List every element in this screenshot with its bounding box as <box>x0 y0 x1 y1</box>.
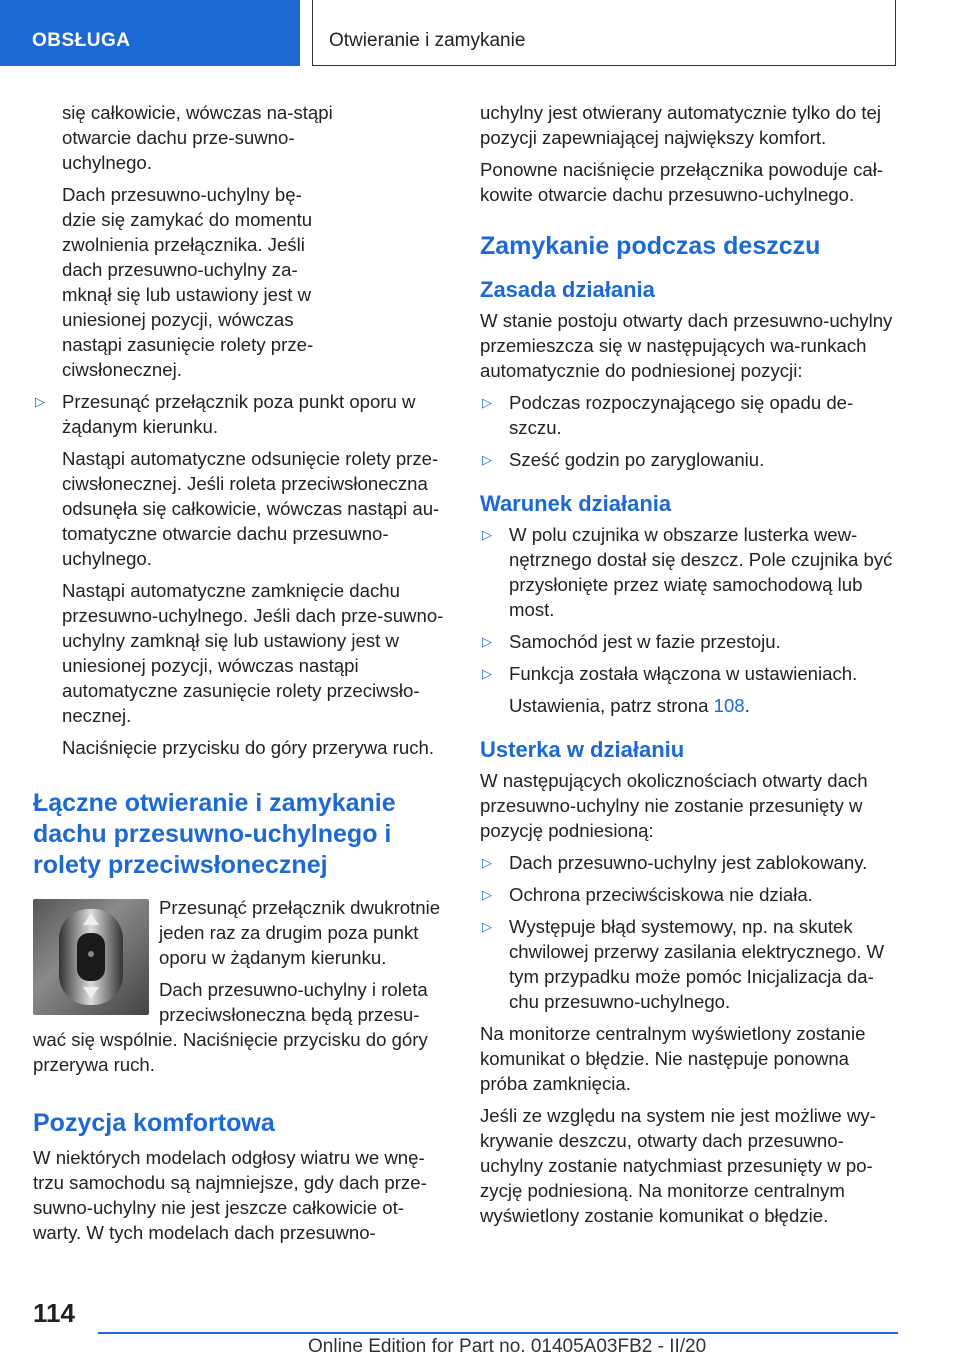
list-item <box>480 629 900 654</box>
list-item <box>480 914 900 1014</box>
paragraph: W niektórych modelach odgłosy wiatru we wnę-trzu samochodu są najmniejsze, gdy dach prze-suwno-uchylny nie jest jeszcze całkowicie ot-warty. W tych modelach dach przesuwno- <box>33 1147 427 1243</box>
bullet-triangle-icon: ▷ <box>482 855 492 870</box>
list-item-text: Funkcja została włączona w ustawieniach. <box>509 663 858 684</box>
paragraph: Naciśnięcie przycisku do góry przerywa ruch. <box>62 737 435 758</box>
bullet-triangle-icon: ▷ <box>482 452 492 467</box>
page-link[interactable]: 108 <box>713 695 745 716</box>
page-header <box>0 0 960 66</box>
switch-dot <box>88 951 94 957</box>
left-column <box>33 100 451 1252</box>
list-item <box>480 522 900 622</box>
footer-divider <box>98 1332 898 1334</box>
paragraph: Przesunąć przełącznik dwukrotnie jeden raz za drugim poza punkt oporu w żądanym kierunku. <box>159 897 441 968</box>
bullet-triangle-icon: ▷ <box>482 666 492 681</box>
bullet-triangle-icon: ▷ <box>482 395 492 410</box>
paragraph: się całkowicie, wówczas na-stąpi otwarcie dachu prze-suwno-uchylnego. <box>62 102 333 173</box>
switch-knob <box>77 933 105 981</box>
paragraph: uchylny jest otwierany automatycznie tylko do tej pozycji zapewniającej największy komfort. <box>480 102 881 148</box>
list-item <box>33 389 451 439</box>
list-item <box>480 447 900 472</box>
list-item-text: Samochód jest w fazie przestoju. <box>509 631 781 652</box>
figure-block <box>33 895 451 1084</box>
right-column <box>480 100 900 1235</box>
paragraph <box>480 693 900 718</box>
bullet-triangle-icon: ▷ <box>482 887 492 902</box>
list-item <box>480 850 900 875</box>
subsection-heading: Usterka w działaniu <box>480 737 685 762</box>
paragraph: Nastąpi automatyczne odsunięcie rolety prze-ciwsłonecznej. Jeśli roleta przeciwsłoneczna odsunęła się całkowicie, wówczas nastąpi au-tomatyczne otwarcie dachu przesuwno-uchylnego. <box>62 448 440 569</box>
bullet-triangle-icon: ▷ <box>482 919 492 934</box>
list-item-text: Przesunąć przełącznik poza punkt oporu w żądanym kierunku. <box>62 391 416 437</box>
roof-switch-image <box>33 899 149 1015</box>
paragraph: Nastąpi automatyczne zamknięcie dachu przesuwno-uchylnego. Jeśli dach prze-suwno-uchylny zamknął się lub ustawiony jest w uniesionej pozycji, wówczas nastąpi automatyczne zasunięcie rolety przeciwsło-necznej. <box>62 580 444 726</box>
list-item-text: Ochrona przeciwściskowa nie działa. <box>509 884 813 905</box>
section-heading: Pozycja komfortowa <box>33 1109 275 1137</box>
arrow-down-icon <box>83 987 99 999</box>
list-item-text: W polu czujnika w obszarze lusterka wew-nętrznego dostał się deszcz. Pole czujnika być przysłonięte przez wiatę samochodową lub most. <box>509 524 893 620</box>
subsection-heading: Warunek działania <box>480 491 672 516</box>
paragraph: Ponowne naciśnięcie przełącznika powoduje cał-kowite otwarcie dachu przesuwno-uchylnego. <box>480 159 884 205</box>
paragraph: Na monitorze centralnym wyświetlony zostanie komunikat o błędzie. Nie następuje ponowna próba zamknięcia. <box>480 1023 866 1094</box>
paragraph: Jeśli ze względu na system nie jest możliwe wy-krywanie deszczu, otwarty dach przesuwno-uchylny zostanie natychmiast przesunięty w po-zycję podniesioną. Na monitorze centralnym wyświetlony zostanie komunikat o błędzie. <box>480 1105 876 1226</box>
arrow-up-icon <box>83 913 99 925</box>
edition-text: Online Edition for Part no. 01405A03FB2 - II/20 <box>308 1336 707 1357</box>
paragraph: W następujących okolicznościach otwarty dach przesuwno-uchylny nie zostanie przesunięty w pozycję podniesioną: <box>480 770 868 841</box>
section-heading: Łączne otwieranie i zamykanie dachu przesuwno-uchylnego i rolety przeciwsłonecznej <box>33 789 396 879</box>
list-item-text: Sześć godzin po zaryglowaniu. <box>509 449 765 470</box>
section-tab: OBSŁUGA <box>0 0 300 66</box>
section-heading: Zamykanie podczas deszczu <box>480 232 821 260</box>
list-item <box>480 390 900 440</box>
bullet-triangle-icon: ▷ <box>482 527 492 542</box>
subsection-heading: Zasada działania <box>480 277 655 302</box>
paragraph: Dach przesuwno-uchylny bę-dzie się zamykać do momentu zwolnienia przełącznika. Jeśli dach przesuwno-uchylny za-mknął się lub ustawiony jest w uniesionej pozycji, wówczas nastąpi zasunięcie rolety prze-ciwsłonecznej. <box>62 184 314 380</box>
page-number: 114 <box>33 1298 75 1328</box>
list-item-text: Występuje błąd systemowy, np. na skutek chwilowej przerwy zasilania elektrycznego. W tym przypadku może pomóc Inicjalizacja da-chu przesuwno-uchylnego. <box>509 916 885 1012</box>
chapter-title: Otwieranie i zamykanie <box>312 0 896 66</box>
list-item <box>480 882 900 907</box>
list-item-text: Podczas rozpoczynającego się opadu de-szczu. <box>509 392 854 438</box>
paragraph: Dach przesuwno-uchylny i roleta przeciwsłoneczna będą przesu-wać się wspólnie. Naciśnięcie przycisku do góry przerywa ruch. <box>33 979 428 1075</box>
settings-reference-text: Ustawienia, patrz strona <box>509 695 714 716</box>
paragraph: W stanie postoju otwarty dach przesuwno-uchylny przemieszcza się w następujących wa-runkach automatycznie do podniesionej pozycji: <box>480 310 893 381</box>
bullet-triangle-icon: ▷ <box>482 634 492 649</box>
list-item-text: Dach przesuwno-uchylny jest zablokowany. <box>509 852 868 873</box>
settings-reference-dot: . <box>744 695 750 716</box>
bullet-triangle-icon: ▷ <box>35 394 45 409</box>
list-item <box>480 661 900 686</box>
